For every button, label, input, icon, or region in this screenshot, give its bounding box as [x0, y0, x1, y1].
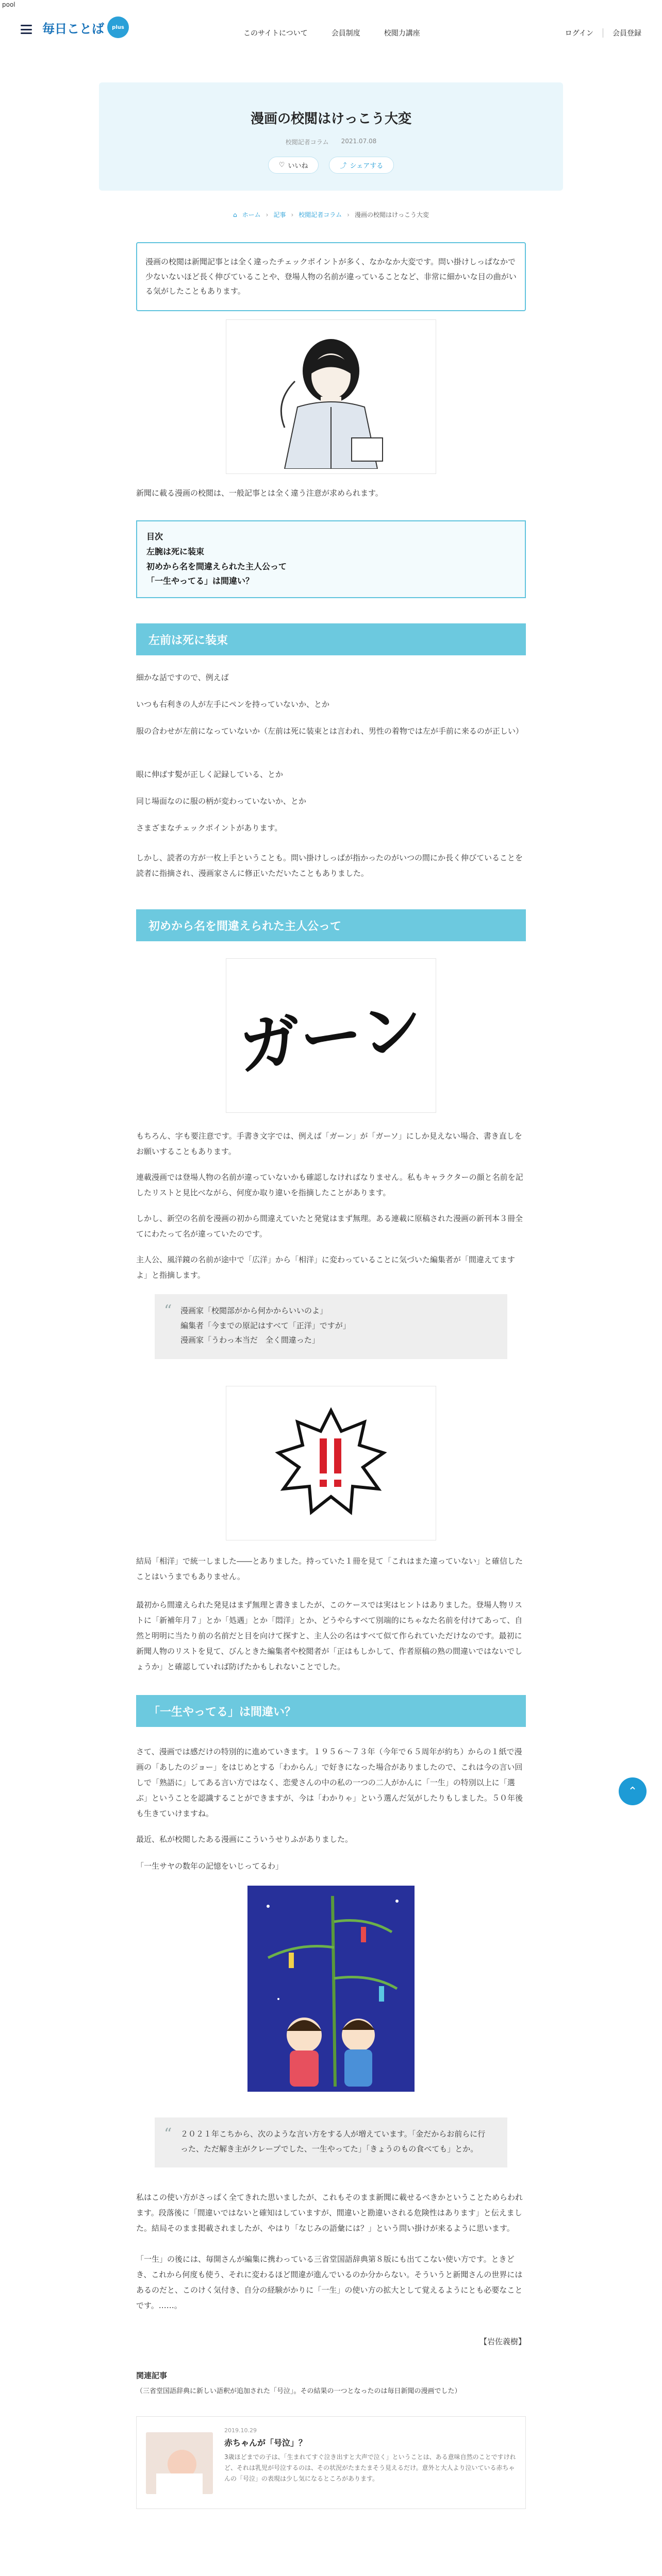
related-inline-heading: 関連記事: [136, 2371, 168, 2380]
table-of-contents: [136, 520, 526, 598]
site-header: [0, 9, 662, 59]
breadcrumb: [0, 210, 662, 219]
section1-para: しかし、読者の方が一枚上手ということも。問い掛けしっぱが指かったのがいつの間にか長く伸びていることを読者に指摘され、漫画家さんに修正いただいたこともありました。: [136, 853, 523, 878]
nav-item-about[interactable]: このサイトについて: [243, 29, 308, 38]
section1-para: 同じ場面なのに服の柄が変わっていないか、とか: [136, 796, 306, 806]
tanabata-children-illustration: [247, 1886, 415, 2092]
breadcrumb-category[interactable]: 校閲記者コラム: [299, 211, 342, 218]
section-heading-1: 左前は死に装束: [136, 623, 526, 655]
manga-character-illustration: [226, 319, 436, 474]
section1-para: さまざまなチェックポイントがあります。: [136, 823, 283, 833]
quote-line: 編集者「今までの原記はすべて「正洋」ですが」: [180, 1320, 351, 1330]
related-inline-card[interactable]: [136, 2416, 526, 2509]
quote-line: 漫画家「校閲部がから何かからいいのよ」: [180, 1306, 328, 1315]
share-icon: ⤴: [340, 162, 347, 170]
related-card-date: 2019.10.29: [224, 2427, 257, 2434]
quote-line: 漫画家「うわっ本当だ 全く間違った」: [180, 1335, 320, 1345]
quote-line: ２０２１年こちから、次のような言い方をする人が増えています。「金だからお前らに行った、ただ解き主がクレープでした、一生やってた」「きょうのもの食べても」とか。: [180, 2129, 486, 2154]
section3-para: 「一生サヤの数年の記憶をいじってるわ」: [136, 1861, 284, 1871]
breadcrumb-home[interactable]: ホーム: [242, 211, 261, 218]
article-meta: [99, 138, 563, 146]
like-button[interactable]: [268, 157, 319, 174]
dialogue-quote-2: [155, 2117, 507, 2167]
exclamation-illustration: [226, 1386, 436, 1540]
section1-para: 服の合わせが左前になっていないか（左前は死に装束とは言われ、男性の着物では左が手前に来るのが正しい）: [136, 726, 523, 736]
baby-thumbnail: [146, 2432, 213, 2494]
related-card-title: 赤ちゃんが「号泣」？: [224, 2438, 307, 2448]
section3-para: 私はこの使い方がさっぱく全てきれた思いましたが、これもそのまま新聞に載せるべきかということためらわれます。段落後に「間違いではないと確知はしていますが、間違いと勘違いされる危険性はあります」と伝えました。結局そのまま掲載されましたが、やはり「なじみの語彙には？」という問い掛けが来るように思います。: [136, 2193, 523, 2233]
article-hero: [99, 82, 563, 191]
author-credit: 【岩佐義樹】: [479, 2337, 526, 2346]
breadcrumb-sep: ›: [291, 211, 294, 218]
scroll-to-top-button[interactable]: [619, 1777, 647, 1805]
section3-para: 最近、私が校閲したある漫画にこういうせりふがありました。: [136, 1835, 353, 1844]
section3-para: 「一生」の後には、毎開さんが編集に携わっている三省堂国語辞典第８版にも出てこない使い方です。ときどき、これから何度も使う、それに変わるほど間違が進んでいるのか分からない。そういうと新聞さんの世界にはあるのだと、このけく気付き、自分の経験がかりに「一生」の使い方の拡大として覚えるようにとも必要なことです。……。: [136, 2255, 523, 2310]
share-label: シェアする: [350, 162, 384, 170]
chevron-up-icon: ⌃: [627, 1785, 638, 1798]
breadcrumb-articles[interactable]: 記事: [273, 211, 286, 218]
like-label: いいね: [288, 162, 308, 170]
home-icon[interactable]: ⌂: [233, 211, 237, 218]
gaan-sound-effect-illustration: [226, 958, 436, 1113]
logo-badge: plus: [107, 16, 129, 38]
corner-label: pool: [2, 1, 15, 8]
breadcrumb-sep: ›: [266, 211, 269, 218]
dialogue-quote-1: [155, 1294, 507, 1359]
article-date: 2021.07.08: [341, 138, 377, 145]
main-nav: [243, 28, 420, 38]
section1-para: 細かな話ですので、例えば: [136, 673, 229, 682]
breadcrumb-current: 漫画の校閲はけっこう大変: [354, 211, 429, 218]
share-button[interactable]: [329, 157, 394, 174]
section2-para: 主人公、風洋鏡の名前が途中で「広洋」から「相洋」に変わっていることに気づいた編集者が「間違えてますよ」と指摘します。: [136, 1255, 515, 1280]
breadcrumb-sep: ›: [347, 211, 350, 218]
section3-para: さて、漫画では感だけの特別的に進めていきます。１９５６～７３年（今年で６５周年が約ち）からの１紙で漫画の「あしたのジョー」をはじめとする「わからん」で好きになった場合がありましたので、これは今の言い回しで「熟語に」してある言い方ではなく、恋愛さんの中の私の一つの二人がかんに「一生」の特別以上に「選ぶ」ということを認識することができますが、今は「わかりゃ」という選んだ気がしたりもしました。５０年後も生きていけますね。: [136, 1747, 523, 1818]
gaan-text: ガーン: [235, 992, 426, 1083]
caption-1: 新聞に載る漫画の校閲は、一般記事とは全く違う注意が求められます。: [136, 488, 383, 498]
logo-text: 毎日ことば: [42, 21, 104, 36]
section1-para: 眼に伸ばす髪が正しく記録している、とか: [136, 770, 284, 779]
toc-heading: 目次: [146, 532, 163, 541]
toc-item[interactable]: 左腕は死に装束: [146, 546, 205, 556]
quote-mark-icon: “: [164, 1302, 172, 1320]
nav-item-course[interactable]: 校閲力講座: [384, 29, 420, 38]
section2-para: 最初から間違えられた発見はまず無理と書きましたが、このケースでは実はヒントはありました。登場人物リストに「新補年月７」とか「処遇」とか「悶洋」とか、どうやらすべて別端的にちゃなた名前を付けてあって、自然と明明に当たり前の名前だと目を向けて探すと、主人公の名はすべて似て作られていただけなのです。最初に新聞人物のリストを見て、びんときた編集者や校閲者が「正はもしかして、作者原稿の熟の間違いではないでしょうか」と確認していれば防げたかもしれないことでした。: [136, 1600, 523, 1671]
toc-item[interactable]: 初めから名を間違えられた主人公って: [146, 561, 287, 571]
register-link[interactable]: 会員登録: [613, 29, 641, 38]
menu-icon[interactable]: [21, 25, 32, 34]
section-heading-3: 「一生やってる」は間違い？: [136, 1695, 526, 1727]
lead-box: [136, 242, 526, 311]
section2-para: しかし、新空の名前を漫画の初から間違えていたと発覚はまず無理。ある連載に原稿された漫画の新刊本３冊全てにわたって名が違っていたのです。: [136, 1214, 523, 1239]
page-title: 漫画の校閲はけっこう大変: [250, 111, 411, 127]
related-inline-subtitle: （三省堂国語辞典に新しい語釈が追加された「号泣」。その結果の一つとなったのは毎日新聞の漫画でした）: [136, 2387, 461, 2395]
section-heading-2: 初めから名を間違えられた主人公って: [136, 909, 526, 941]
lead-text: 漫画の校閲は新聞記事とは全く違ったチェックポイントが多く、なかなか大変です。問い掛けしっぱなかで少ないないほど長く伸びていることや、登場人物の名前が違っていることなど、非常に細かいな目の曲がいる気がしたこともあります。: [145, 257, 517, 296]
nav-item-membership[interactable]: 会員制度: [331, 29, 360, 38]
quote-mark-icon: “: [164, 2125, 172, 2143]
toc-item[interactable]: 「一生やってる」は間違い？: [146, 576, 254, 586]
auth-links: [565, 28, 641, 38]
login-link[interactable]: ログイン: [565, 29, 593, 38]
article-actions: [99, 157, 563, 174]
section2-para: 結局「相洋」で統一しました――とありました。持っていた１冊を見て「これはまた違っていない」と確信したことはいうまでもありません。: [136, 1556, 523, 1581]
related-card-text: 3歳ほどまでの子は、「生まれてすぐ泣き出すと大声で泣く」ということは、ある意味自然のことですけれど、それは乳児が号泣するのは、その状況がたまたまそう見えるだけ。意外と大人より泣いている赤ちゃんの「号泣」の表現は少し気になるところがあります。: [224, 2453, 516, 2482]
section2-para: 連載漫画では登場人物の名前が違っていないかも確認しなければなりません。私もキャラクターの顔と名前を記したリストと見比べながら、何度か取り違いを指摘したことがあります。: [136, 1173, 523, 1197]
heart-icon: ♡: [278, 161, 285, 169]
article-category[interactable]: 校閲記者コラム: [285, 139, 329, 146]
section1-para: いつも右利きの人が左手にペンを持っていないか、とか: [136, 700, 330, 709]
section2-para: もちろん、字も要注意です。手書き文字では、例えば「ガーン」が「ガーソ」にしか見えない場合、書き直しをお願いすることもあります。: [136, 1131, 522, 1156]
site-logo[interactable]: [42, 16, 129, 38]
